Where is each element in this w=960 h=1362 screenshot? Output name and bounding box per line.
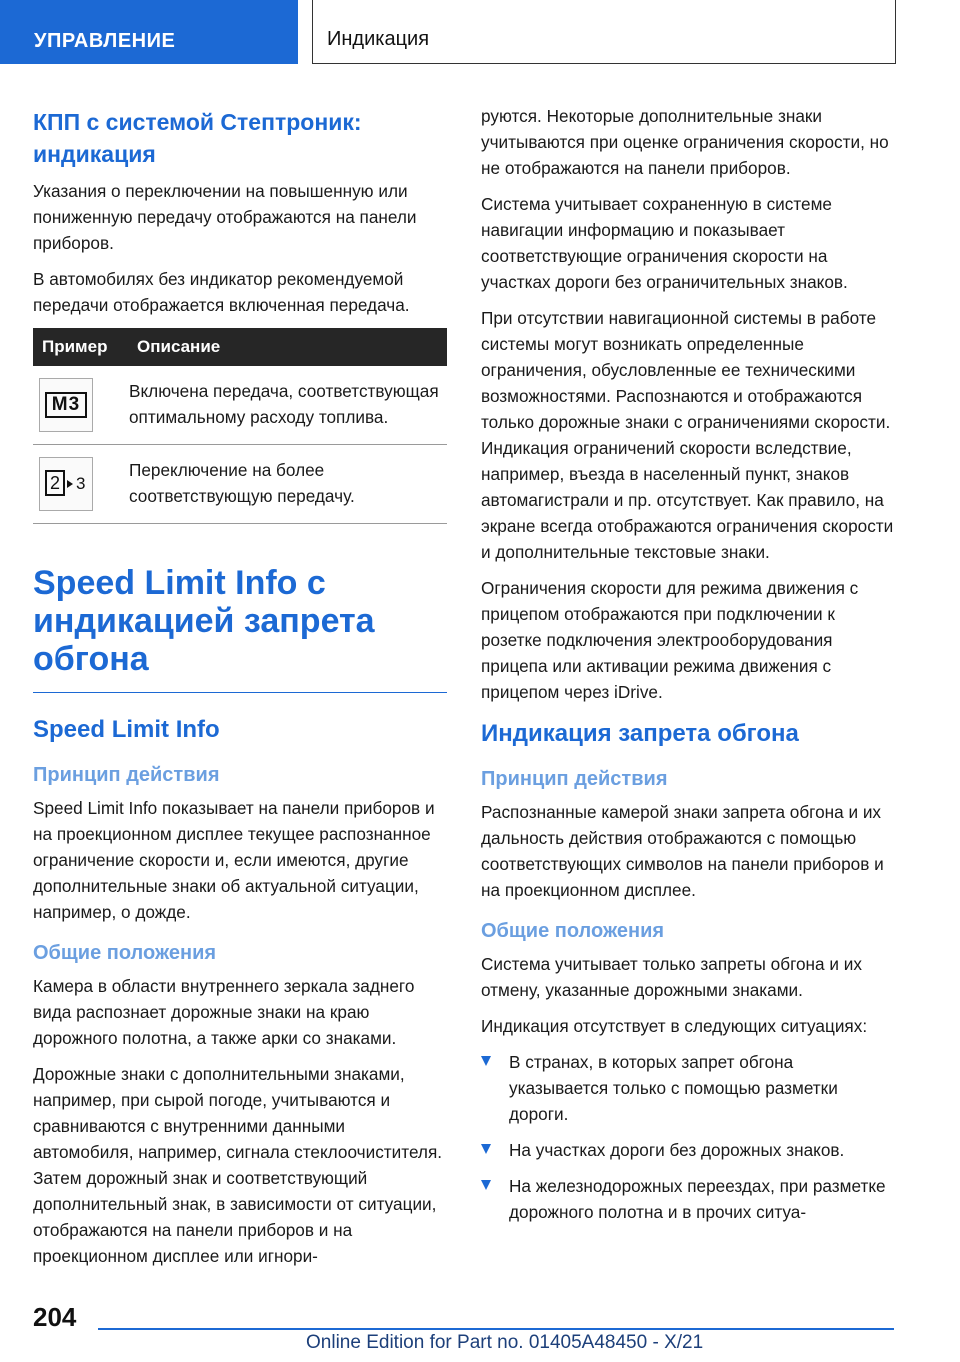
- general-heading: Общие положения: [33, 942, 217, 964]
- list-item: В странах, в которых запрет обгона указывается только с помощью разметки дороги.: [481, 1049, 895, 1127]
- chapter-heading-block: [33, 564, 447, 693]
- bullet-triangle-icon: [481, 1180, 491, 1190]
- gear-m3-symbol: M3: [45, 392, 87, 418]
- no-indication-list: [481, 1049, 895, 1225]
- general-paragraph-1: Камера в области внутреннего зеркала заднего вида распознает дорожные знаки на краю дорожного полотна, а также арки со знаками.: [33, 976, 415, 1048]
- speed-limit-info-heading: Speed Limit Info: [33, 716, 220, 743]
- page-number: 204: [33, 1302, 77, 1332]
- steptronic-paragraph-2: В автомобилях без индикатор рекомендуемой передачи отображается включенная передача.: [33, 269, 410, 315]
- no-indication-intro: Индикация отсутствует в следующих ситуациях:: [481, 1016, 868, 1036]
- table-cell-icon: [33, 366, 129, 445]
- gear-shift-up-icon: [39, 457, 93, 511]
- table-cell-icon: [33, 445, 129, 524]
- right-column: [481, 103, 895, 1235]
- table-row: [33, 445, 447, 524]
- left-column: [33, 106, 447, 1279]
- right-paragraph-1: руются. Некоторые дополнительные знаки учитываются при оценке ограничения скорости, но не отображаются на панели приборов.: [481, 106, 889, 178]
- chapter-heading: Speed Limit Info с индикацией запрета обгона: [33, 564, 375, 678]
- list-item: На участках дороги без дорожных знаков.: [481, 1137, 895, 1163]
- footer-divider: [98, 1328, 894, 1330]
- gear-indication-table: [33, 328, 447, 524]
- principle-heading: Принцип действия: [33, 764, 220, 786]
- steptronic-paragraph-1: Указания о переключении на повышенную или пониженную передачу отображаются на панели приборов.: [33, 181, 417, 253]
- gear-to-number: 3: [76, 474, 86, 493]
- bullet-triangle-icon: [481, 1144, 491, 1154]
- right-paragraph-3: При отсутствии навигационной системы в работе системы могут возникать определенные ограничения, обусловленные ее техническими возможностями. Распознаются и отображаются только дорожные знаки с ограничениями скорости. Индикация ограничений скорости вследствие, например, въезда в населенный пункт, знаков автомагистрали и пр. отсутствует. Как правило, на экране всегда отображаются ограничения скорости и дополнительные текстовые знаки.: [481, 308, 894, 562]
- table-row: [33, 366, 447, 445]
- right-paragraph-2: Система учитывает сохраненную в системе навигации информацию и показывает соответствующие ограничения скорости на участках дороги без ограничительных знаков.: [481, 194, 848, 292]
- no-overtaking-general-paragraph: Система учитывает только запреты обгона и их отмену, указанные дорожными знаками.: [481, 954, 862, 1000]
- general-paragraph-2: Дорожные знаки с дополнительными знаками, например, при сырой погоде, учитываются и сравниваются с внутренними данными автомобиля, например, сигнала стеклоочистителя. Затем дорожный знак и соответствующий дополнительный знак, в зависимости от ситуации, отображаются на панели приборов и на проекционном дисплее или игнори-: [33, 1064, 443, 1266]
- arrow-right-icon: [67, 480, 73, 488]
- table-header-example: Пример: [33, 328, 129, 366]
- no-overtaking-principle-paragraph: Распознанные камерой знаки запрета обгона и их дальность действия отображаются с помощью соответствующих символов на панели приборов и на проекционном дисплее.: [481, 802, 884, 900]
- table-cell-description: [129, 445, 447, 524]
- list-item: На железнодорожных переездах, при разметке дорожного полотна и в прочих ситуа-: [481, 1173, 895, 1225]
- section-tab: УПРАВЛЕНИЕ: [0, 0, 298, 64]
- principle-heading: Принцип действия: [481, 768, 668, 790]
- topic-header: Индикация: [312, 0, 896, 64]
- bullet-triangle-icon: [481, 1056, 491, 1066]
- table-header-description: Описание: [129, 328, 447, 366]
- steptronic-heading: КПП с системой Стептроник: индикация: [33, 109, 362, 167]
- general-heading: Общие положения: [481, 920, 665, 942]
- principle-paragraph: Speed Limit Info показывает на панели приборов и на проекционном дисплее текущее распознанное ограничение скорости и, если имеются, другие дополнительные знаки об актуальной ситуации, например, о дожде.: [33, 798, 435, 922]
- footer-edition: Online Edition for Part no. 01405A48450 - X/21: [306, 1332, 704, 1353]
- right-paragraph-4: Ограничения скорости для режима движения с прицепом отображаются при подключении к розетке подключения электрооборудования прицепа или активации режима движения с прицепом через iDrive.: [481, 578, 859, 702]
- row-description: Включена передача, соответствующая оптимальному расходу топлива.: [129, 381, 439, 427]
- row-description: Переключение на более соответствующую передачу.: [129, 460, 355, 506]
- gear-from-number: 2: [45, 470, 65, 496]
- table-cell-description: [129, 366, 447, 445]
- gear-m3-icon: [39, 378, 93, 432]
- no-overtaking-heading: Индикация запрета обгона: [481, 720, 799, 747]
